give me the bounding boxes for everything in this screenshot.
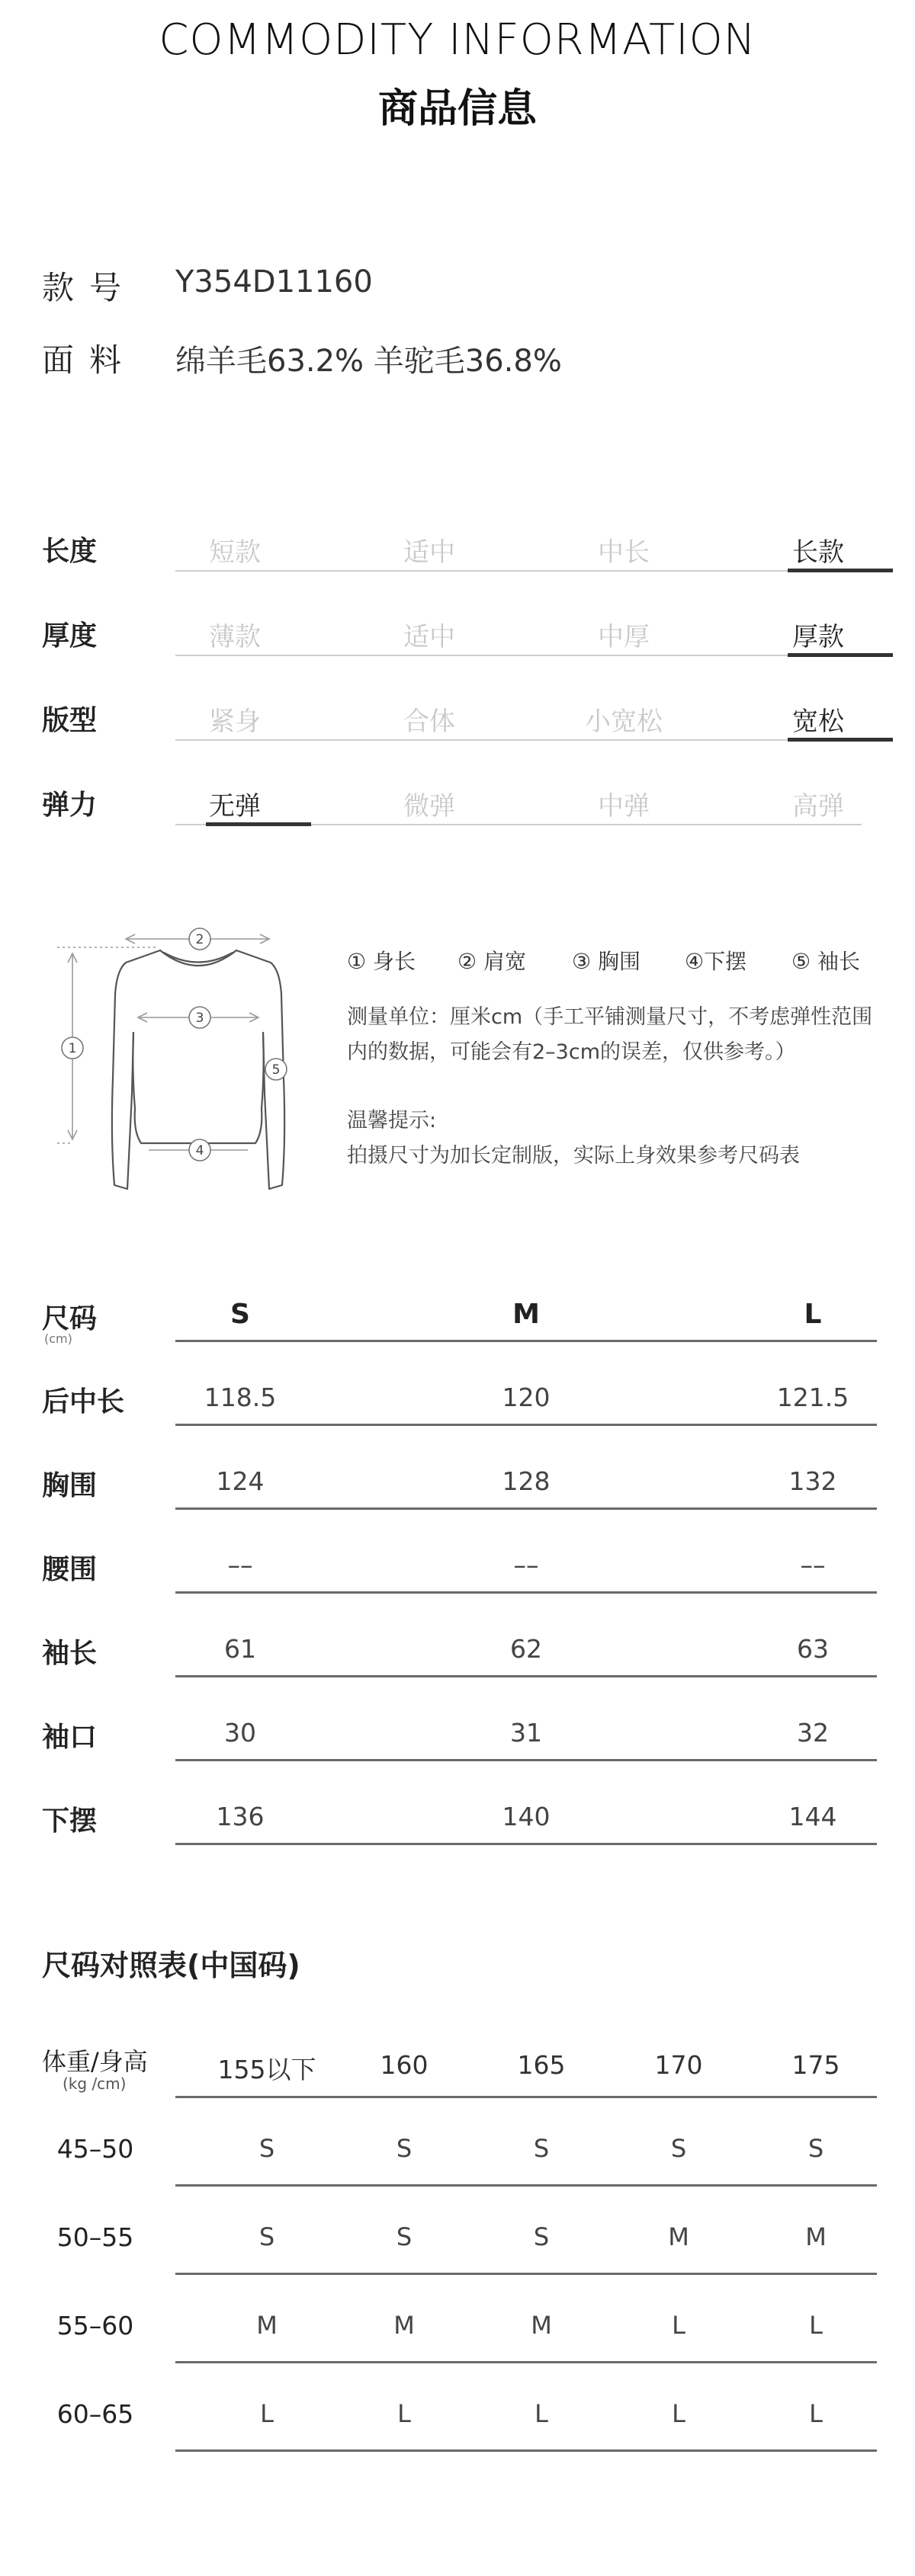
chart-cell: M: [256, 2311, 278, 2340]
attr-divider: [175, 739, 862, 741]
row-label: 袖口: [42, 1722, 98, 1753]
table-cell: 63: [797, 1634, 829, 1664]
table-divider: [175, 1759, 877, 1761]
chart-cell: L: [809, 2399, 823, 2428]
table-cell: ––: [800, 1550, 826, 1580]
diagram-marker: 4: [195, 1143, 204, 1158]
attr-option: 适中: [403, 622, 455, 652]
weight-row-label: 60–65: [56, 2399, 134, 2429]
style-number-value: Y354D11160: [175, 264, 373, 300]
attr-selected-indicator: [788, 738, 893, 742]
attr-option: 合体: [403, 706, 455, 737]
table-divider: [175, 1675, 877, 1677]
attr-selected-indicator: [788, 569, 893, 572]
table-cell: ––: [513, 1550, 539, 1580]
attr-option: 无弹: [209, 791, 261, 822]
attr-label-length: 长度: [42, 536, 98, 567]
table-cell: 30: [224, 1718, 256, 1748]
table-cell: 121.5: [776, 1383, 849, 1412]
attr-option: 长款: [792, 537, 844, 568]
chart-cell: S: [258, 2134, 275, 2163]
height-column: 165: [517, 2050, 566, 2080]
attr-option: 厚款: [792, 622, 844, 652]
height-column: 175: [791, 2050, 840, 2080]
chart-cell: L: [809, 2311, 823, 2340]
chart-cell: M: [805, 2222, 827, 2251]
diagram-marker: 5: [271, 1062, 281, 1078]
attr-option: 微弹: [403, 791, 455, 822]
tip-title: 温馨提示:: [347, 1109, 437, 1133]
attr-divider: [175, 570, 862, 572]
chart-cell: S: [258, 2222, 275, 2251]
table-divider: [175, 1507, 877, 1510]
row-label: 下摆: [42, 1805, 98, 1837]
table-divider: [175, 1591, 877, 1594]
weight-row-label: 45–50: [56, 2134, 134, 2164]
height-column: 170: [654, 2050, 703, 2080]
chart-corner-label: 体重/身高: [42, 2047, 148, 2076]
chart-cell: M: [668, 2222, 689, 2251]
table-cell: 62: [510, 1634, 542, 1664]
table-cell: 128: [502, 1466, 551, 1496]
attr-option: 小宽松: [585, 706, 663, 737]
attr-selected-indicator: [206, 822, 311, 826]
table-divider: [175, 1843, 877, 1845]
chart-divider: [175, 2184, 877, 2187]
table-cell: 132: [788, 1466, 837, 1496]
chart-cell: M: [393, 2311, 415, 2340]
chart-corner-unit: (kg /cm): [63, 2075, 127, 2093]
chart-cell: L: [260, 2399, 274, 2428]
size-column-l: L: [804, 1299, 822, 1330]
table-cell: 118.5: [204, 1383, 277, 1412]
chart-divider: [175, 2273, 877, 2275]
attr-option: 薄款: [209, 622, 261, 652]
chart-cell: L: [397, 2399, 411, 2428]
legend-chest: ③ 胸围: [572, 949, 641, 974]
size-chart-title: 尺码对照表(中国码): [42, 1949, 300, 1982]
table-cell: 32: [797, 1718, 829, 1748]
table-cell: 31: [510, 1718, 542, 1748]
garment-measurement-diagram-icon: [42, 911, 316, 1200]
diagram-marker: 1: [68, 1041, 77, 1056]
height-column: 160: [380, 2050, 429, 2080]
fabric-value: 绵羊毛63.2% 羊驼毛36.8%: [175, 344, 562, 379]
table-cell: 61: [224, 1634, 256, 1664]
chart-cell: L: [672, 2399, 685, 2428]
chart-cell: L: [535, 2399, 548, 2428]
height-column: 155以下: [217, 2055, 316, 2084]
chart-cell: S: [807, 2134, 824, 2163]
row-label: 腰围: [42, 1554, 98, 1585]
row-label: 后中长: [42, 1386, 125, 1418]
legend-body-length: ① 身长: [347, 949, 416, 974]
weight-row-label: 50–55: [56, 2222, 134, 2252]
table-cell: 120: [502, 1383, 551, 1412]
chart-cell: M: [531, 2311, 552, 2340]
row-label: 胸围: [42, 1470, 98, 1501]
chart-divider: [175, 2361, 877, 2363]
title-chinese: 商品信息: [377, 86, 537, 132]
table-cell: 144: [788, 1802, 837, 1831]
attr-divider: [175, 655, 862, 656]
weight-row-label: 55–60: [56, 2311, 134, 2341]
attr-option: 宽松: [792, 706, 844, 737]
attr-label-elasticity: 弹力: [42, 790, 98, 821]
size-column-m: M: [512, 1299, 540, 1330]
chart-cell: S: [396, 2134, 413, 2163]
diagram-marker: 3: [195, 1011, 204, 1026]
fabric-label: 面料: [42, 341, 137, 379]
chart-divider: [175, 2449, 877, 2452]
chart-cell: S: [533, 2222, 550, 2251]
legend-shoulder: ② 肩宽: [458, 949, 527, 974]
chart-divider: [175, 2096, 877, 2098]
size-header-label: 尺码: [42, 1303, 98, 1334]
attr-option: 适中: [403, 537, 455, 568]
size-unit: (cm): [44, 1331, 72, 1346]
table-cell: ––: [227, 1550, 253, 1580]
row-label: 袖长: [42, 1638, 98, 1669]
table-cell: 124: [216, 1466, 265, 1496]
chart-cell: S: [533, 2134, 550, 2163]
attr-label-fit: 版型: [42, 705, 98, 736]
style-number-label: 款号: [42, 269, 137, 306]
table-cell: 136: [216, 1802, 265, 1831]
diagram-marker: 2: [195, 932, 204, 947]
legend-sleeve: ⑤ 袖长: [791, 949, 861, 974]
attr-selected-indicator: [788, 653, 893, 657]
legend-hem: ④下摆: [685, 949, 747, 974]
title-english: COMMODITY INFORMATION: [159, 15, 756, 65]
attr-option: 紧身: [209, 706, 261, 737]
attr-option: 中厚: [598, 622, 650, 652]
attr-option: 短款: [209, 537, 261, 568]
chart-cell: S: [396, 2222, 413, 2251]
table-divider: [175, 1424, 877, 1426]
chart-cell: S: [670, 2134, 687, 2163]
tip-text: 拍摄尺寸为加长定制版，实际上身效果参考尺码表: [347, 1144, 800, 1168]
measurement-unit-note: 测量单位：厘米cm（手工平铺测量尺寸，不考虑弹性范围内的数据，可能会有2–3cm的误差，仅供参考。）: [347, 1005, 873, 1064]
attr-option: 高弹: [792, 791, 844, 822]
table-divider: [175, 1340, 877, 1342]
attr-option: 中弹: [598, 791, 650, 822]
size-column-s: S: [230, 1299, 250, 1330]
table-cell: 140: [502, 1802, 551, 1831]
attr-option: 中长: [598, 537, 650, 568]
chart-cell: L: [672, 2311, 685, 2340]
attr-label-thickness: 厚度: [42, 620, 98, 652]
